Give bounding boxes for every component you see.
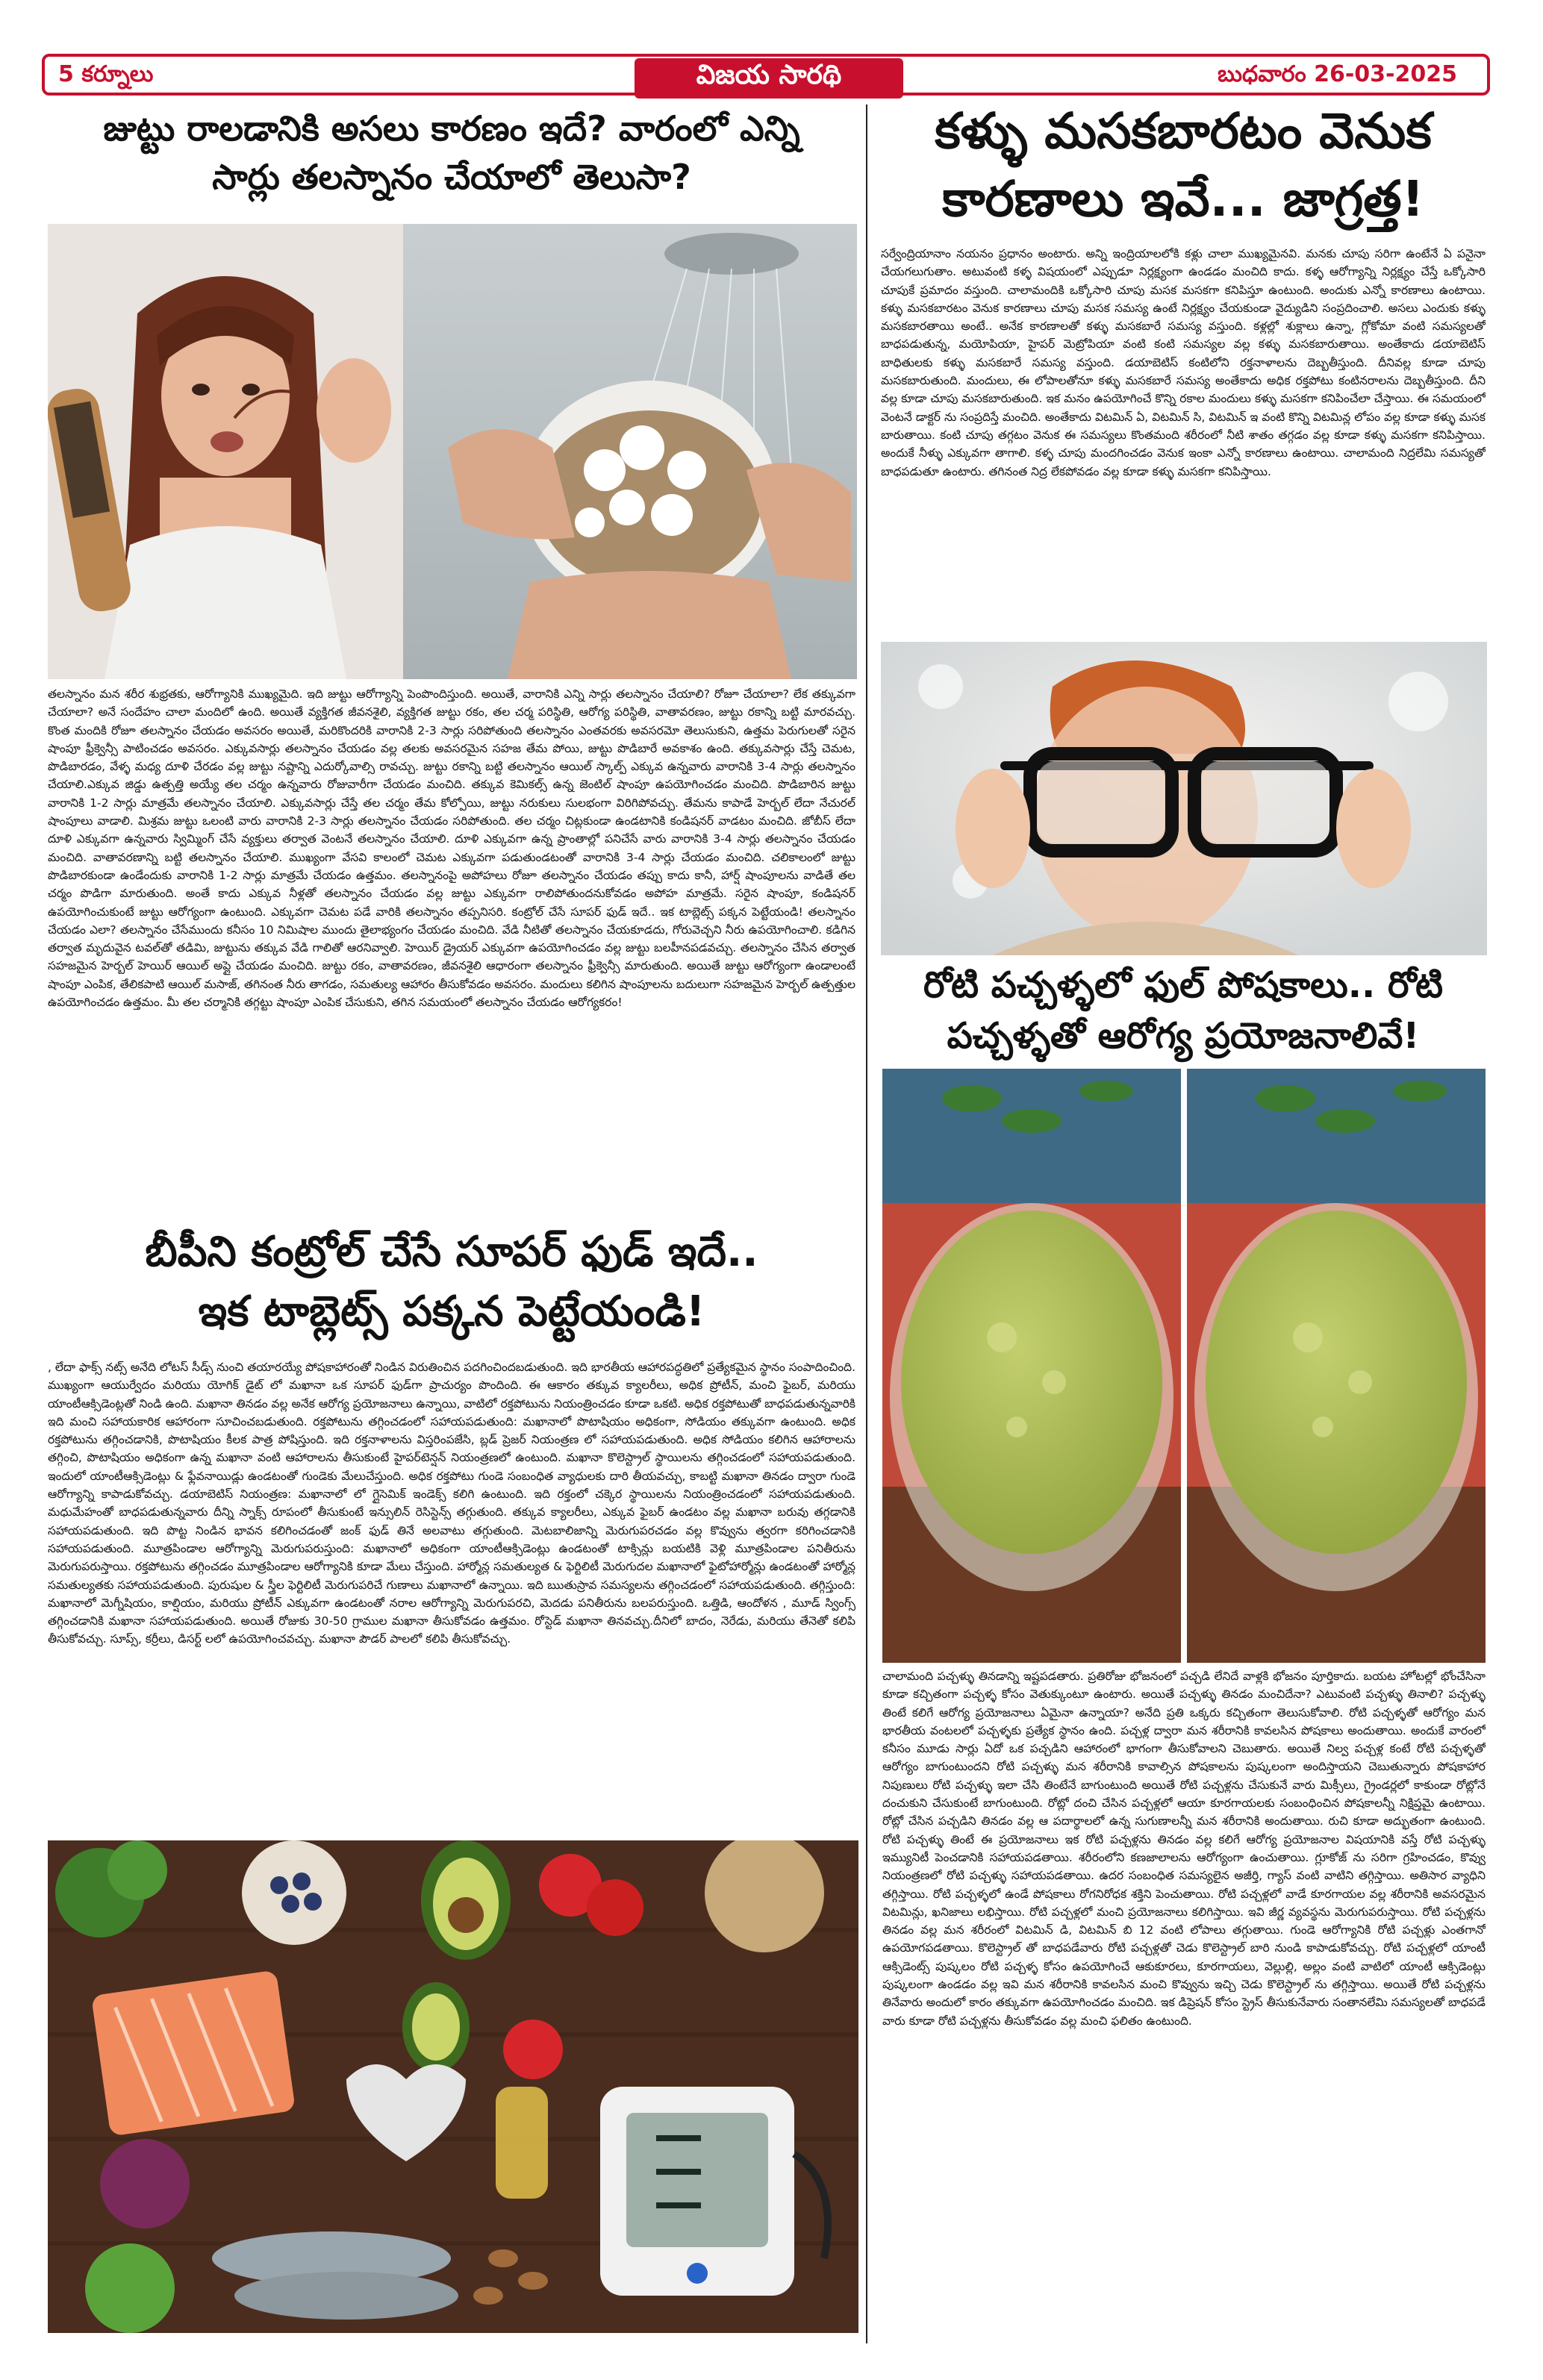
edition-date: బుధవారం 26-03-2025 <box>1218 61 1457 87</box>
bp-headline-line1: బీపీని కంట్రోల్ చేసే సూపర్ ఫుడ్ ఇదే.. <box>145 1228 758 1276</box>
chutney-article-body: చాలామంది పచ్చళ్ళు తినడాన్ని ఇష్టపడతారు. ప్రతిరోజు భోజనంలో పచ్చడి లేనిదే వాళ్లకి భోజనం పూర్తికాదు. బయట హోటల్లో భోంచేసినా కూడా కచ్చితంగా పచ్చళ్ళ కోసం వెతుక్కుంటూ ఉంటారు. అయితే పచ్చళ్ళు తినడం మంచిదేనా? ఎటువంటి పచ్చళ్ళు తినాలి? పచ్చళ్ళు తింటే కలిగే ఆరోగ్య ప్రయోజనాలు ఏమైనా ఉన్నాయా? అనేది ప్రతి ఒక్కరు కచ్చితంగా తెలుసుకోవాలి. రోటి పచ్చళ్ళతో ఆరోగ్యం మన భారతీయ వంటలలో పచ్చళ్ళకు ప్రత్యేక స్థానం ఉంది. పచ్చళ్ల ద్వారా మన శరీరానికి కావలసిన పోషకాలు అందుతాయి. అందుకే వారంలో కనీసం మూడు సార్లు ఏదో ఒక పచ్చడిని ఆహారంలో భాగంగా తీసుకోవాలని చెబుతారు. అయితే నిల్వ పచ్చళ్ల కంటే రోటి పచ్చళ్ళతో ఆరోగ్యం బాగుంటుందని రోటి పచ్చళ్ళు మన శరీరానికి కావాల్సిన పోషకాలను పుష్కలంగా అందిస్తాయని చెబుతున్నారు పోషకాహార నిపుణులు రోటి పచ్చళ్ళు ఇలా చేసి తింటేనే బాగుంటుంది అయితే రోటి పచ్చళ్లను చేసుకునే వారు మిక్సీలు, గ్రైండర్లలో కాకుండా రోట్లోనే దంచుకుని చేసుకుంటే బాగుంటుంది. రోట్లో దంచి చేసిన పచ్చళ్లలో ఆయా కూరగాయలకు సంబంధించిన పోషకాలన్నీ నిక్షిప్తమై ఉంటాయి. రోట్లో చేసిన పచ్చడిని తినడం వల్ల ఆ పదార్థాలలో ఉన్న సుగుణాలన్నీ మన శరీరానికి అందుతాయి. రుచి కూడా అద్భుతంగా ఉంటుంది. రోటి పచ్చళ్ళు తింటే ఈ ప్రయోజనాలు ఇక రోటి పచ్చళ్లను తినడం వల్ల కలిగే ఆరోగ్య ప్రయోజనాల విషయానికి వస్తే రోటి పచ్చళ్ళు ఇమ్యునిటీ పెంచడానికి సహాయపడతాయి. శరీరంలోని కణజాలాలను ఆరోగ్యంగా ఉంచుతాయి. గ్లూకోజ్ ను సరిగా గ్రహించడం, కొవ్వు నియంత్రణలో రోటి పచ్చళ్ళు సహాయపడతాయి. ఉదర సంబంధిత సమస్యలైన అజీర్తి, గ్యాస్ వంటి వాటిని తగ్గిస్తాయి. అతిసార వ్యాధిని తగ్గిస్తాయి. రోటి పచ్చళ్ళలో ఉండే పోషకాలు రోగనిరోధక శక్తిని పెంచుతాయి. రోటి పచ్చళ్లలో వాడే కూరగాయల వల్ల శరీరానికి అవసరమైన విటమిన్లు, ఖనిజాలు లభిస్తాయి. రోటి పచ్చళ్లలో మంచి ప్రయోజనాలు కలిగిస్తాయి. ఇవి జీర్ణ వ్యవస్థను మెరుగుపరుస్తాయి. రోటి పచ్చళ్లను తినడం వల్ల మన శరీరంలో విటమిన్ డి, విటమిన్ బి 12 వంటి లోపాలు తగ్గుతాయి. గుండె ఆరోగ్యానికి రోటి పచ్చళ్లు ఎంతగానో ఉపయోగపడతాయి. కొలెస్ట్రాల్ తో బాధపడేవారు రోటి పచ్చళ్లతో చెడు కొలెస్ట్రాల్ బారి నుండి కాపాడుకోవచ్చు. రోటి పచ్చళ్లలో యాంటీ ఆక్సిడెంట్స్ పుష్కలం రోటి పచ్చళ్ళ కోసం ఉపయోగించే ఆకుకూరలు, కూరగాయలు, వెల్లుల్లి, అల్లం వంటి వాటిలో యాంటీ ఆక్సిడెంట్లు పుష్కలంగా ఉండడం వల్ల ఇవి మన శరీరానికి కావలసిన మంచి కొవ్వును ఇచ్చి చెడు కొలెస్ట్రాల్ ను తగ్గిస్తాయి. అయితే రోటి పచ్చళ్లను తినేవారు అందులో కారం తక్కువగా ఉపయోగించడం మంచిది. ఇక డిప్రెషన్ కోసం స్ట్రెస్ తీసుకునేవారు సంతానలేమి సమస్యలతో బాధపడే వారు కూడా రోటి పచ్చళ్లను తీసుకోవడం వల్ల మంచి ఫలితం ఉంటుంది. <box>882 1670 1486 2028</box>
chutney-bowls-photo <box>882 1069 1486 1663</box>
healthy-food-bp-monitor-photo <box>48 1840 858 2333</box>
masthead <box>42 54 1490 96</box>
hair-article-body: తలస్నానం మన శరీర శుభ్రతకు, ఆరోగ్యానికి ముఖ్యమైది. ఇది జుట్టు ఆరోగ్యాన్ని పెంపొందిస్తుంది. అయితే, వారానికి ఎన్ని సార్లు తలస్నానం చేయాలి? రోజూ చేయాలా? లేక తక్కువగా చేయాలా? అనే సందేహం చాలా మందిలో ఉంది. అయితే వ్యక్తిగత జీవనశైలి, వ్యక్తిగత జుట్టు రకం, తల చర్మ పరిస్థితి, ఆరోగ్య పరిస్థితి, వాతావరణం, జుట్టు రకాన్ని బట్టి మారవచ్చు. కొంత మందికి రోజూ తలస్నానం చేయడం అవసరం అయితే, మరికొందరికి వారానికి 2-3 సార్లు సరిపోతుంది తలస్నానం ఎంతవరకు అవసరమో తెలుసుకుని, ఉత్తమ పెరుగులతో సరైన షాంపూ ఫ్రీక్వెన్సీ పాటించడం అవసరం. ఎక్కువసార్లు తలస్నానం చేయడం వల్ల తలకు అవసరమైన సహజ తేమ పోయి, జుట్టు పొడిబారే అవకాశం ఉంది. తక్కువసార్లు చేస్తే చెమట, పొడిబారడం, వేళ్ళ మధ్య దూళి చేరడం వల్ల జుట్టు నష్టాన్ని ఎదుర్కోవాల్సి రావచ్చు. జుట్టు రకాన్ని బట్టి తలస్నానం ఆయిల్ స్కాల్ప్ ఎక్కువ ఉన్నవారు వారానికి 3-4 సార్లు తలస్నానం చేయాలి.ఎక్కువ జిడ్డు ఉత్పత్తి అయ్యే తల చర్మం ఉన్నవారు రోజువారీగా చేయడం మంచిది. తక్కువ కెమికల్స్ ఉన్న జెంటిల్ షాంపూ ఉపయోగించడం మంచిది. పొడిబారిన జుట్టు వారానికి 1-2 సార్లు మాత్రమే తలస్నానం చేయాలి. ఎక్కువసార్లు చేస్తే తల చర్మం తేమ కోల్పోయి, జుట్టు నరుకులు సులభంగా విరిగిపోవచ్చు. తేమను కాపాడే హెర్బల్ లేదా నేచురల్ షాంపూలు వాడాలి. మిశ్రమ జుట్టు ఒలంటి వారు వారానికి 2-3 సార్లు తలస్నానం చేయడం సరిపోతుంది. తల చర్మం చిట్లకుండా ఉండటానికి కండిషనర్ వాడటం మంచిది. జోబీస్ లేదా దూళి ఎక్కువగా ఉన్నవారు స్విమ్మింగ్ చేసే వ్యక్తులు తర్వాత వెంటనే తలస్నానం చేయాలి. దూళి ఎక్కువగా ఉన్న ప్రాంతాల్లో పనిచేసే వారు వారానికి 3-4 సార్లు తలస్నానం చేయడం మంచిది. వాతావరణాన్ని బట్టి తలస్నానం చేయాలి. ముఖ్యంగా వేసవి కాలంలో చెమట ఎక్కువగా పడుతుండటంతో వారానికి 3-4 సార్లు చేయడం మంచిది. చలికాలంలో జుట్టు పొడిబారకుండా ఉండేందుకు వారానికి 1-2 సార్లు మాత్రమే చేయడం ఉత్తమం. తలస్నానంపై అపోహలు రోజూ తలస్నానం చేయడం తప్పు కాదు కానీ, హార్ష్ షాంపూలను వాడితే తల చర్మం పొడిగా మారుతుంది. అంతే కాదు ఎక్కువ నీళ్లతో తలస్నానం చేయడం వల్ల జుట్టు ఎక్కువగా రాలిపోతుందనుకోవడం అపోహ మాత్రమే. సరైన షాంపూ, కండిషనర్ ఉపయోగించుకుంటే జుట్టు ఆరోగ్యంగా ఉంటుంది. ఎక్కువగా చెమట పడే వారికి తలస్నానం తప్పనిసరి. కంట్రోల్ చేసే సూపర్ ఫుడ్ ఇదే.. ఇక టాబ్లెట్స్ పక్కన పెట్టేయండి! తలస్నానం చేయడం ఎలా? తలస్నానం చేసేముందు కనీసం 10 నిమిషాల ముందు తైలాభ్యంగం చేయడం మంచిది. వేడి నీటితో తలస్నానం చేయకూడదు, గోరువెచ్చని నీరు ఉపయోగించాలి. కడిగిన తర్వాత మృదువైన టవల్‌తో తడిమి, జుట్టును తక్కువ వేడి గాలితో ఆరనివ్వాలి. హెయిర్ డ్రైయర్ ఎక్కువగా ఉపయోగించడం వల్ల జుట్టు బలహీనపడవచ్చు. తలస్నానం చేసిన తర్వాత సహజమైన హెర్బల్ హెయిర్ ఆయిల్ అప్లై చేయడం మంచిది. జుట్టు రకం, వాతావరణం, జీవనశైలి ఆధారంగా తలస్నానం ఫ్రీక్వెన్సీ మారుతుంది. అయితే జుట్టు ఆరోగ్యంగా ఉండాలంటే షాంపూ ఎంపిక, తేలికపాటి ఆయిల్ మసాజ్, తగినంత నీరు తాగడం, సమతుల్య ఆహారం తీసుకోవడం అవసరం. మందులు కలిగిన షాంపూలను బదులుగా సహజమైన హెర్బల్ ఉత్పత్తుల ఉపయోగించడం ఉత్తమం. మీ తల చర్మానికి తగ్గట్టు షాంపూ ఎంపిక చేసుకుని, తగిన సమయంలో తలస్నానం చేయడం ఆరోగ్యకరం! <box>48 687 855 1010</box>
page-label: 5 కర్నూలు <box>58 61 154 87</box>
hair-headline-line2: సార్లు తలస్నానం చేయాలో తెలుసా? <box>212 157 691 198</box>
bp-headline <box>45 1222 858 1341</box>
eyes-article-body: సర్వేంద్రియానాం నయనం ప్రధానం అంటారు. అన్ని ఇంద్రియాలలోకి కళ్లు చాలా ముఖ్యమైనవి. మనకు చూపు సరిగా ఉంటేనే ఏ పనైనా చేయగలుగుతాం. అటువంటి కళ్ళ విషయంలో ఎప్పుడూ నిర్లక్ష్యంగా ఉండడం మంచిది కాదు. కళ్ళ ఆరోగ్యాన్ని నిర్లక్ష్యం చేస్తే ఒక్కోసారి చూపుకే ప్రమాదం వస్తుంది. చాలామందికి ఒక్కోసారి చూపు మసక మసకగా కనిపిస్తూ ఉంటుంది. అందుకు ఎన్నో కారణాలు ఉంటాయి. కళ్ళు మసకబారటం వెనుక కారణాలు చూపు మసక సమస్య ఉంటే నిర్లక్ష్యం చేయకుండా వైద్యుడిని సంప్రదించాలి. అసలు ఎందుకు కళ్ళు మసకబారతాయి అంటే.. అనేక కారణాలతో కళ్ళు మసకబారే సమస్య వస్తుంది. కళ్లల్లో శుక్లాలు ఉన్నా, గ్లోకోమా వంటి సమస్యలతో బాధపడుతున్న, మయోపియా, హైపర్ మెట్రోపియా వంటి కంటి సమస్యల వల్ల కళ్ళు మసకబారుతాయి. అంతేకాదు డయాబెటిస్ బాధితులకు కళ్ళు మసకబారే సమస్య వస్తుంది. డయాబెటిస్ కంటిలోని రక్తనాళాలను దెబ్బతీస్తుంది. దీనివల్ల కూడా చూపు మసకబారుతుంది. మందులు, ఈ లోపాలతోనూ కళ్ళు మసకబారే సమస్య అంతేకాదు అధిక రక్తపోటు కంటినరాలను దెబ్బతీస్తుంది. దీని వల్ల కూడా చూపు మసకబారుతుంది. ఇక మనం ఉపయోగించే కొన్ని రకాల మందులు కళ్ళు మసకగా కనిపించేలా చేస్తాయి. ఈ సమయంలో వెంటనే డాక్టర్ ను సంప్రదిస్తే మంచిది. అంతేకాదు విటమిన్ ఏ, విటమిన్ సి, విటమిన్ ఇ వంటి కొన్ని విటమిన్ల లోపం వల్ల కూడా కళ్ళు మసక బారుతాయి. కంటి చూపు తగ్గటం వెనుక ఈ సమస్యలు కొంతమంది శరీరంలో నీటి శాతం తగ్గడం వల్ల కూడా కళ్ళు మసకగా కనిపిస్తాయి. అందుకే నీళ్ళు ఎక్కువగా తాగాలి. కళ్ళ చూపు మందగించడం వెనుక ఇంకా ఎన్నో కారణాలు ఉంటాయి. చాలామంది నిద్రలేమి సమస్యతో బాధపడుతూ ఉంటారు. తగినంత నిద్ర లేకపోవడం వల్ల కూడా కళ్ళు మసకగా కనిపిస్తాయి. <box>881 247 1486 478</box>
column-divider <box>866 104 867 2343</box>
eyes-headline-line2: కారణాలు ఇవే... జాగ్రత్త! <box>942 170 1424 228</box>
hair-headline <box>45 104 858 202</box>
hair-headline-line1: జుట్టు రాలడానికి అసలు కారణం ఇదే? వారంలో ఎన్ని <box>103 108 800 149</box>
chutney-headline <box>873 960 1493 1061</box>
hair-loss-photo <box>48 224 403 679</box>
eyes-headline-line1: కళ్ళు మసకబారటం వెనుక <box>935 102 1432 160</box>
eyes-headline <box>873 97 1493 233</box>
chutney-headline-line2: పచ్చళ్ళతో ఆరోగ్య ప్రయోజనాలివే! <box>947 1015 1420 1058</box>
paper-name: విజయ సారథి <box>635 58 903 99</box>
bp-headline-line2: ఇక టాబ్లెట్స్ పక్కన పెట్టేయండి! <box>198 1287 705 1336</box>
bp-article-body: , లేదా ఫాక్స్ నట్స్ అనేది లోటస్ సీడ్స్ నుంచి తయారయ్యే పోషకాహారంతో నిండిన విరుతించిన పదగించిందబడుతుంది. ఇది భారతీయ ఆహారపద్ధతిలో ప్రత్యేకమైన స్థానం సంపాదించింది. ముఖ్యంగా ఆయుర్వేదం మరియు యోగిక్ డైట్ లో మఖానా ఒక సూపర్ ఫుడ్‌గా ప్రాచుర్యం పొందింది. ఈ ఆకారం తక్కువ క్యాలరీలు, అధిక ప్రోటీన్, మంచి ఫైబర్, మరియు యాంటీఆక్సిడెంట్లతో నిండి ఉంది. మఖానా తినడం వల్ల అనేక ఆరోగ్య ప్రయోజనాలు ఉన్నాయి, వాటిలో రక్తపోటును నియంత్రించడం కూడా ఒకటి. అధిక రక్తపోటుతో బాధపడుతున్నవారికి ఇది మంచి సహాయకారిక ఆహారంగా సూచించబడుతుంది. రక్తపోటును తగ్గించడంలో సహాయపడుతుంది: మఖానాలో పొటాషియం అధికంగా, సోడియం తక్కువగా ఉంటుంది. అధిక రక్తపోటును తగ్గించడానికి, పొటాషియం కీలక పాత్ర పోషిస్తుంది. ఇది రక్తనాళాలను విస్తరింపజేసి, బ్లడ్ ప్రెజర్ నియంత్రణ లో సహాయపడుతుంది. అధిక సోడియం కలిగిన ఆహారాలను తగ్గించి, పొటాషియం అధికంగా ఉన్న మఖానా వంటి ఆహారాలను తీసుకుంటే హైపర్‌టెన్షన్ నియంత్రణలో ఉంటుంది. మఖానా కొలెస్ట్రాల్ స్థాయిలను తగ్గించడంలో సహాయపడుతుంది. ఇందులో యాంటీఆక్సిడెంట్లు & ఫ్లేవనాయిడ్లు ఉండటంతో గుండెకు మేలుచేస్తుంది. అధిక రక్తపోటు గుండె సంబంధిత వ్యాధులకు దారి తీయవచ్చు, కాబట్టి మఖానా తినడం ద్వారా గుండె ఆరోగ్యాన్ని కాపాడుకోవచ్చు. డయాబెటిస్ నియంత్రణ: మఖానాలో లో గ్లైసెమిక్ ఇండెక్స్ కలిగి ఉంటుంది. ఇది రక్తంలో చక్కెర స్థాయిలను నియంత్రించడంలో సహాయపడుతుంది. మధుమేహంతో బాధపడుతున్నవారు దీన్ని స్నాక్స్ రూపంలో తీసుకుంటే ఇన్సులిన్ రెసిస్టెన్స్ తగ్గుతుంది. తక్కువ క్యాలరీలు, ఎక్కువ ఫైబర్ ఉండటం వల్ల మఖానా బరువు తగ్గడానికి సహాయపడుతుంది. ఇది పొట్ట నిండిన భావన కలిగించడంతో జంక్ ఫుడ్ తినే అలవాటు తగ్గుతుంది. మెటబాలిజాన్ని మెరుగుపరచడం వల్ల కొవ్వును త్వరగా కరిగించడానికి సహాయపడుతుంది. మూత్రపిండాల ఆరోగ్యాన్ని మెరుగుపరుస్తుంది: మఖానాలో అధికంగా యాంటీఆక్సిడెంట్లు ఉండటంతో టాక్సిన్లు బయటికి వెళ్లి మూత్రపిండాల పనితీరును మెరుగుపరుస్తాయి. రక్తపోటును తగ్గించడం మూత్రపిండాల ఆరోగ్యానికి కూడా మేలు చేస్తుంది. హార్మోన్ల సమతుల్యత & ఫెర్టిలిటీ మెరుగుదల మఖానాలో ఫైటోహార్మోన్లు ఉండటంతో హార్మోన్ల సమతుల్యతకు సహాయపడుతుంది. పురుషుల & స్త్రీల ఫెర్టిలిటీ మెరుగుపరిచే గుణాలు మఖానాలో ఉన్నాయి. ఇది ఋతుస్రావ సమస్యలను తగ్గించడంలో సహాయపడుతుంది. తగ్గిస్తుంది: మఖానాలో మెగ్నీషియం, కాల్షియం, మరియు ప్రోటీన్ ఎక్కువగా ఉండటంతో నరాల ఆరోగ్యాన్ని మెరుగుపరచి, మెదడు పనితీరును బలపరుస్తుంది. ఒత్తిడి, ఆందోళన , మూడ్ స్వింగ్స్ తగ్గించడానికి మఖానా సహాయపడుతుంది. అయితే రోజుకు 30-50 గ్రాముల మఖానా తీసుకోవడం ఉత్తమం. రోస్టెడ్ మఖానా తినవచ్చు.దీనిలో బాదం, నెరేడు, మరియు తేనెతో కలిపి తీసుకోవచ్చు. సూప్స్, కర్రీలు, డిసర్ట్ లలో ఉపయోగించవచ్చు. మఖానా పౌడర్ పాలలో కలిపి తీసుకోవచ్చు. <box>48 1361 855 1646</box>
chutney-headline-line1: రోటి పచ్చళ్ళలో ఫుల్ పోషకాలు.. రోటి <box>923 964 1444 1006</box>
child-glasses-photo <box>881 642 1487 955</box>
shower-washing-photo <box>403 224 857 679</box>
